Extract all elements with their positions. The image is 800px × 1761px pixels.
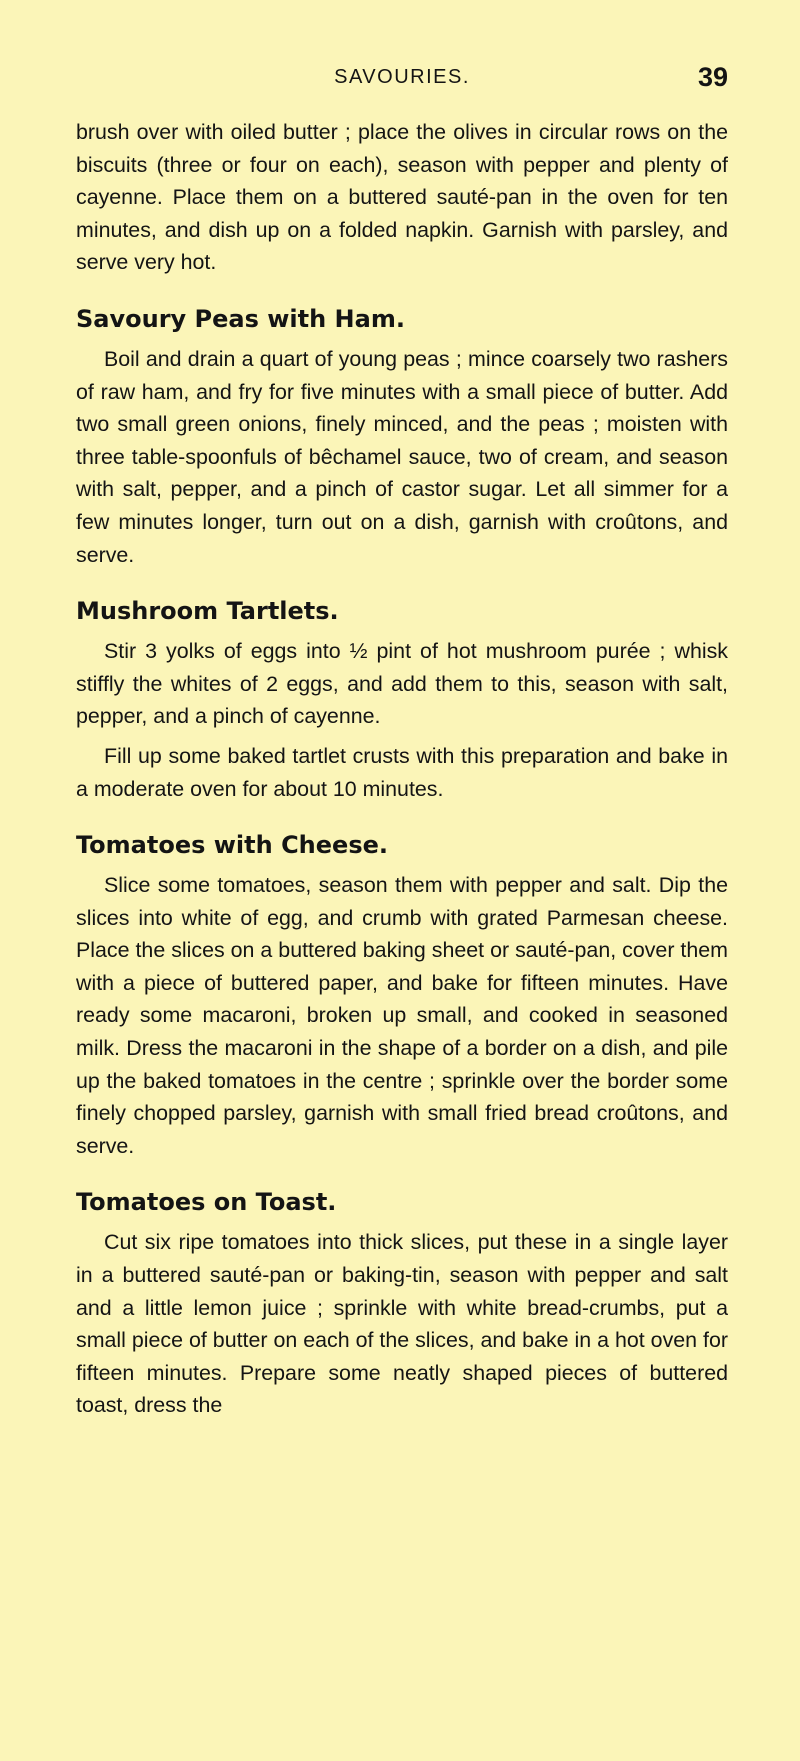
recipe-paragraph: Fill up some baked tartlet crusts with this preparation and bake in a moderate oven for about 10 minutes.	[76, 743, 728, 801]
section-tomatoes-on-toast	[76, 1184, 728, 1422]
section-savoury-peas-with-ham	[76, 301, 728, 571]
recipe-paragraph: Boil and drain a quart of young peas ; mince coarsely two rashers of raw ham, and fry for five minutes with a small piece of butter. Add two small green onions, finely minced, and the peas ; moisten with three table-spoonfuls of bêchamel sauce, two of cream, and season with salt, pepper, and a pinch of castor sugar. Let all simmer for a few minutes longer, turn out on a dish, garnish with croûtons, and serve.	[76, 346, 728, 567]
intro-paragraph: brush over with oiled butter ; place the olives in circular rows on the biscuits (three or four on each), season with pepper and plenty of cayenne. Place them on a buttered sauté-pan in the oven for ten minutes, and dish up on a folded napkin. Garnish with parsley, and serve very hot.	[76, 120, 728, 275]
page-header	[76, 0, 728, 116]
page-number: 39	[697, 62, 728, 92]
section-heading: Savoury Peas with Ham.	[76, 304, 405, 333]
section-heading: Tomatoes on Toast.	[76, 1188, 337, 1217]
section-heading: Mushroom Tartlets.	[76, 597, 339, 626]
section-heading: Tomatoes with Cheese.	[76, 831, 388, 860]
recipe-paragraph: Slice some tomatoes, season them with pepper and salt. Dip the slices into white of egg, and crumb with grated Parmesan cheese. Place the slices on a buttered baking sheet or sauté-pan, cover them with a piece of buttered paper, and bake for fifteen minutes. Have ready some macaroni, broken up small, and cooked in seasoned milk. Dress the macaroni in the shape of a border on a dish, and pile up the baked tomatoes in the centre ; sprinkle over the border some finely chopped parsley, garnish with small fried bread croûtons, and serve.	[76, 873, 728, 1158]
recipe-paragraph: Cut six ripe tomatoes into thick slices, put these in a single layer in a buttered sauté-pan or baking-tin, season with pepper and salt and a little lemon juice ; sprinkle with white bread-crumbs, put a small piece of butter on each of the slices, and bake in a hot oven for fifteen minutes. Prepare some neatly shaped pieces of buttered toast, dress the	[76, 1230, 728, 1418]
section-tomatoes-with-cheese	[76, 827, 728, 1162]
running-head: SAVOURIES.	[334, 66, 470, 88]
recipe-paragraph: Stir 3 yolks of eggs into ½ pint of hot mushroom purée ; whisk stiffly the whites of 2 eggs, and add them to this, season with salt, pepper, and a pinch of cayenne.	[76, 639, 728, 729]
section-mushroom-tartlets	[76, 593, 728, 805]
